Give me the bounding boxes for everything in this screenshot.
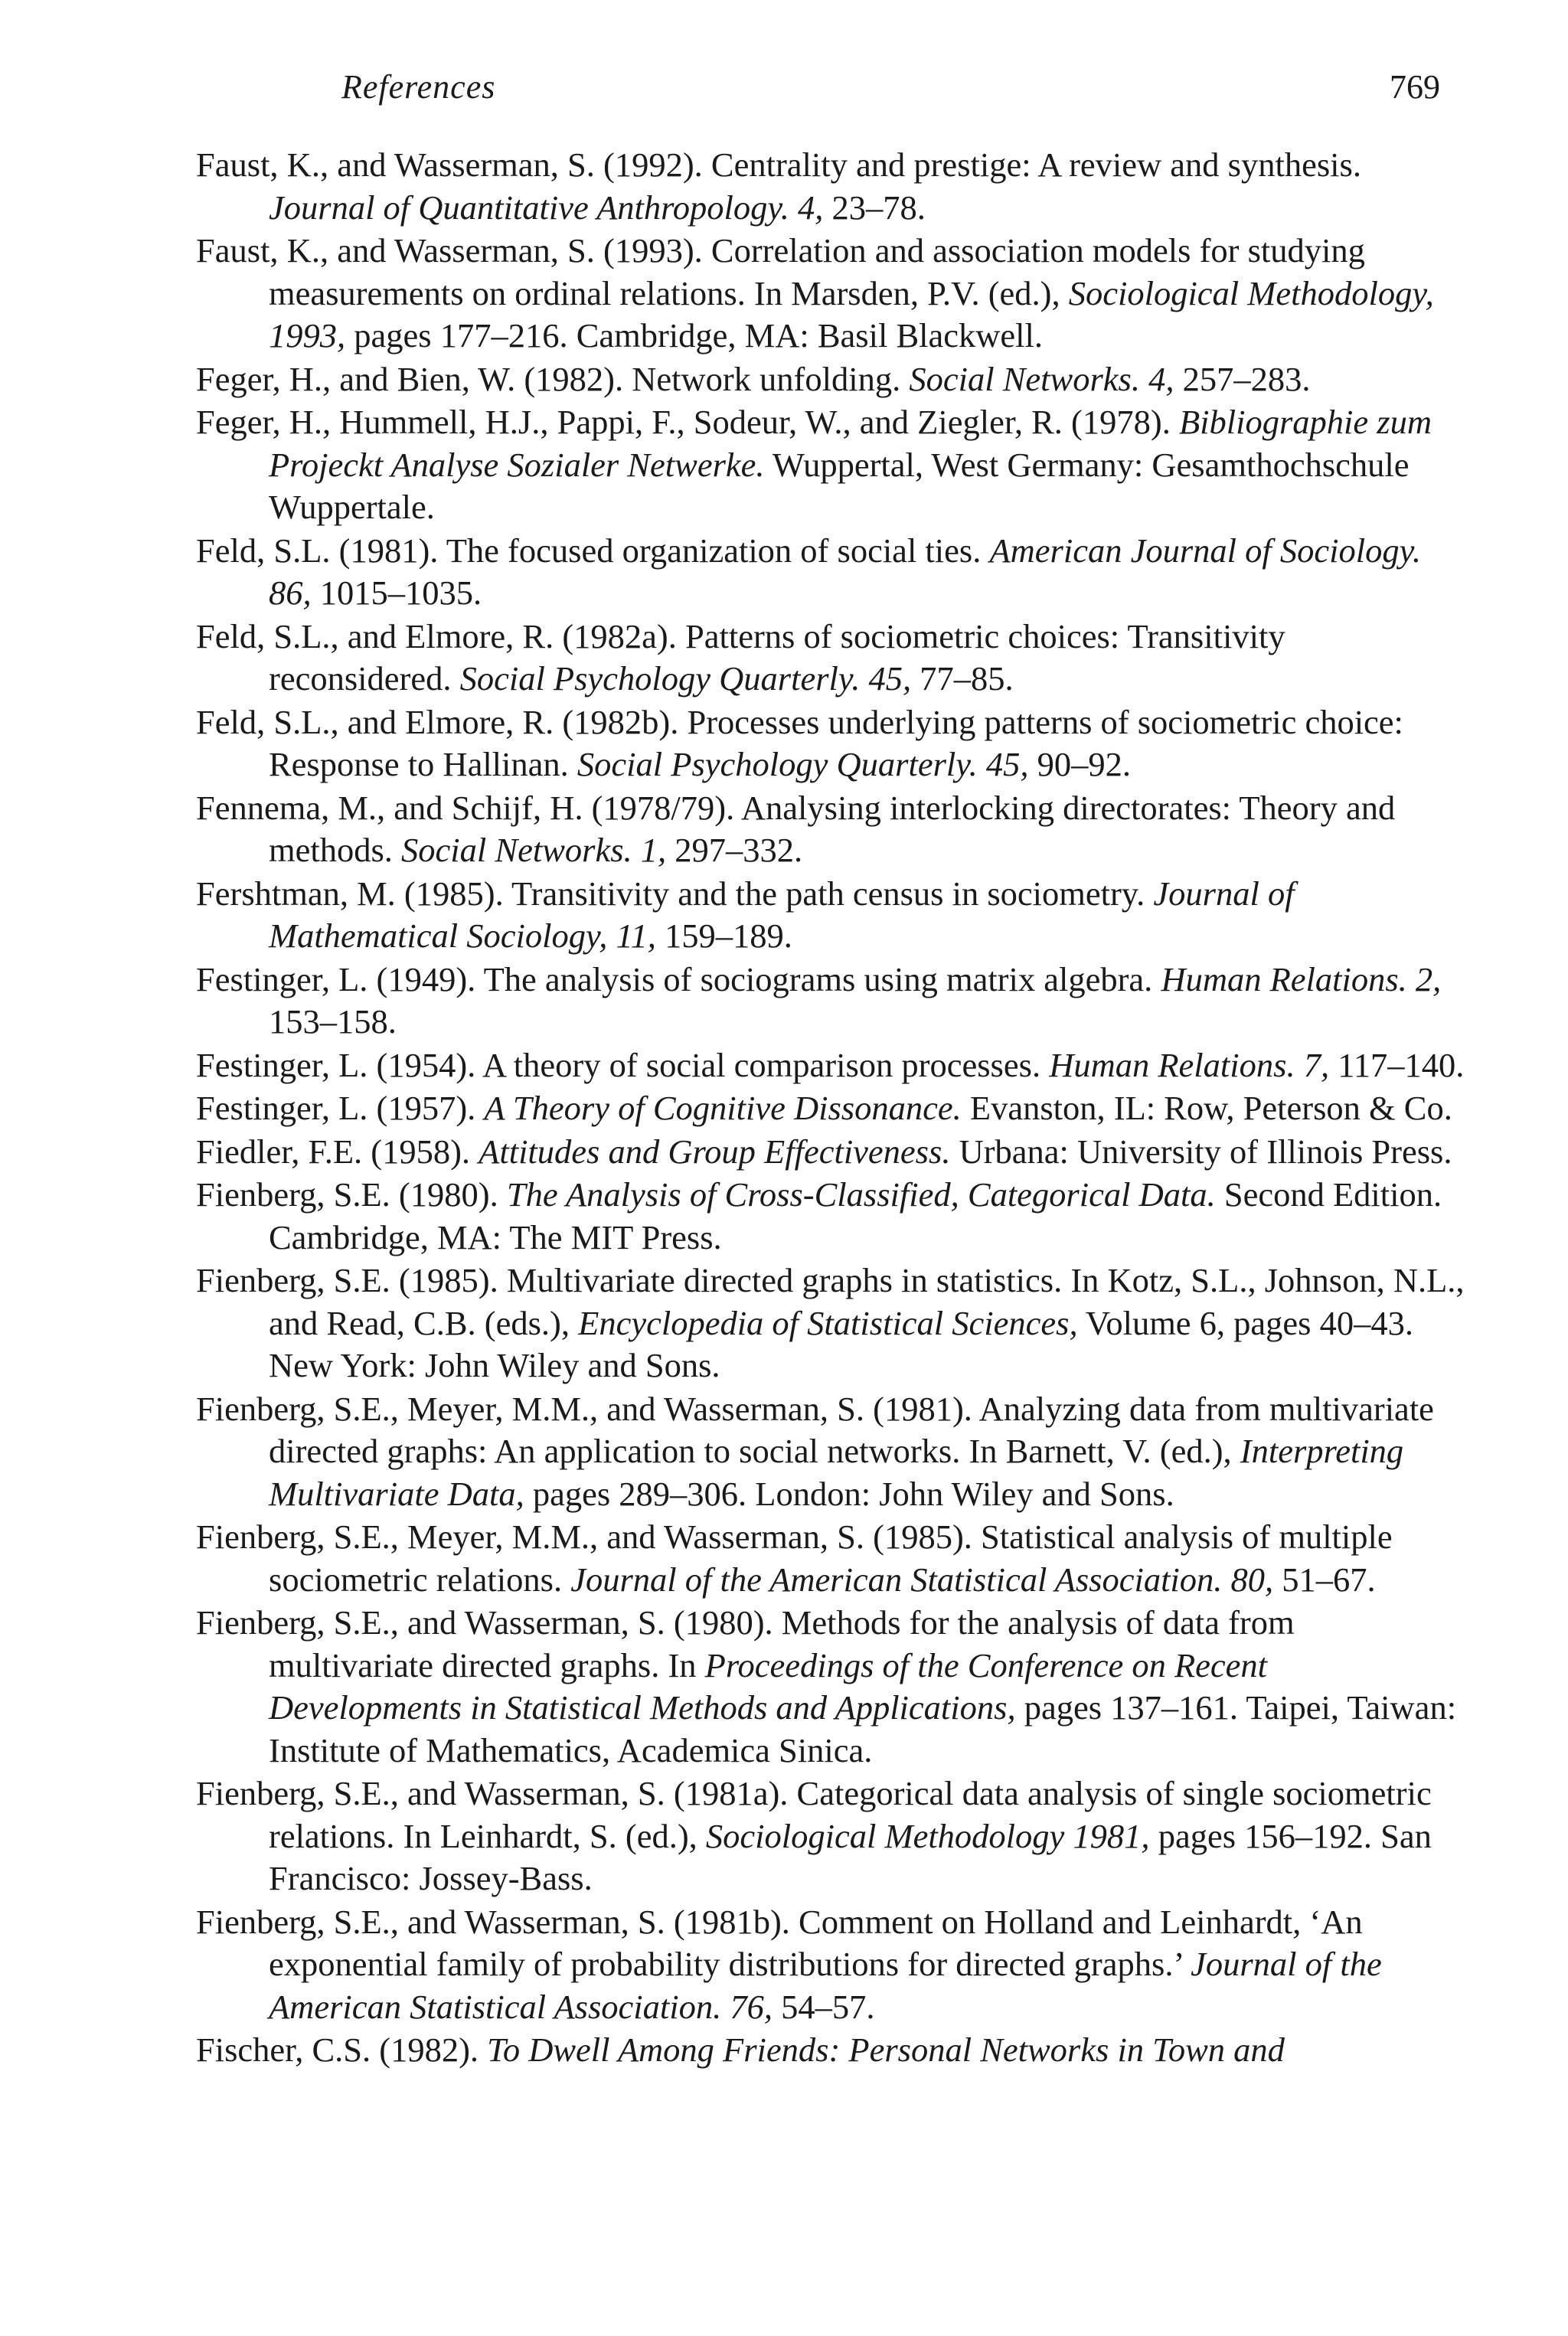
reference-italic-segment: Encyclopedia of Statistical Sciences, [578, 1303, 1078, 1342]
reference-entry [196, 1901, 1467, 2029]
reference-italic-segment: Social Psychology Quarterly. 45, [577, 745, 1029, 783]
reference-italic-segment: Proceedings of the Conference on Recent Developments in Statistical Methods and Applications, [269, 1645, 1268, 1727]
page-header [341, 67, 1440, 113]
reference-text-segment: Fienberg, S.E., and Wasserman, S. (1981b). Comment on Holland and Leinhardt, ‘An exponential family of probability distributions for directed graphs.’ [196, 1902, 1363, 1983]
reference-text-segment: Feld, S.L. (1981). The focused organization of social ties. [196, 531, 990, 570]
reference-entry [196, 1087, 1467, 1130]
reference-text-segment: 1015–1035. [311, 573, 482, 612]
reference-italic-segment: Social Networks. 1, [401, 831, 667, 869]
reference-text-segment: Fienberg, S.E., and Wasserman, S. (1981a). Categorical data analysis of single sociometric relations. In Leinhardt, S. (ed.), [196, 1774, 1432, 1855]
reference-text-segment: 54–57. [772, 1987, 875, 2026]
reference-entry [196, 401, 1467, 529]
reference-entry [196, 1772, 1467, 1900]
reference-text-segment: Festinger, L. (1957). [196, 1089, 485, 1127]
reference-text-segment: 77–85. [911, 659, 1014, 698]
running-title: References [341, 68, 496, 106]
reference-text-segment: pages 156–192. San Francisco: Jossey-Bass. [269, 1816, 1432, 1897]
reference-italic-segment: Journal of Mathematical Sociology, 11, [269, 874, 1295, 955]
reference-text-segment: 297–332. [666, 831, 803, 869]
reference-text-segment: Fennema, M., and Schijf, H. (1978/79). Analysing interlocking directorates: Theory and methods. [196, 788, 1396, 869]
reference-entry [196, 230, 1467, 358]
reference-text-segment: Fischer, C.S. (1982). [196, 2031, 488, 2069]
reference-italic-segment: Attitudes and Group Effectiveness. [479, 1132, 951, 1171]
reference-text-segment: Fienberg, S.E., and Wasserman, S. (1980). Methods for the analysis of data from multivariate directed graphs. In [196, 1603, 1295, 1684]
reference-entry [196, 959, 1467, 1044]
reference-text-segment: pages 289–306. London: John Wiley and Sons. [524, 1474, 1174, 1513]
page-number: 769 [1390, 68, 1440, 106]
reference-text-segment: Festinger, L. (1954). A theory of social comparison processes. [196, 1045, 1050, 1084]
reference-entry [196, 616, 1467, 701]
reference-text-segment: Fienberg, S.E., Meyer, M.M., and Wasserman, S. (1985). Statistical analysis of multiple sociometric relations. [196, 1518, 1393, 1599]
reference-entry [196, 701, 1467, 786]
reference-italic-segment: Journal of the American Statistical Association. 80, [570, 1560, 1274, 1599]
reference-entry [196, 1602, 1467, 1772]
reference-entry [196, 144, 1467, 229]
reference-entry [196, 1174, 1467, 1259]
reference-italic-segment: Human Relations. 2, [1161, 959, 1442, 998]
reference-text-segment: 257–283. [1174, 359, 1311, 398]
reference-text-segment: Fiedler, F.E. (1958). [196, 1132, 479, 1171]
reference-italic-segment: Sociological Methodology, 1993, [269, 273, 1434, 354]
reference-text-segment: pages 137–161. Taipei, Taiwan: Institute of Mathematics, Academica Sinica. [269, 1688, 1457, 1769]
reference-list [196, 144, 1467, 2072]
reference-text-segment: Festinger, L. (1949). The analysis of sociograms using matrix algebra. [196, 959, 1161, 998]
reference-entry [196, 2029, 1467, 2072]
reference-entry [196, 1516, 1467, 1601]
reference-text-segment: 90–92. [1028, 745, 1131, 783]
reference-text-segment: Fienberg, S.E. (1980). [196, 1175, 507, 1214]
reference-italic-segment: Journal of the American Statistical Association. 76, [269, 1945, 1382, 2026]
reference-italic-segment: A Theory of Cognitive Dissonance. [484, 1089, 962, 1127]
reference-italic-segment: The Analysis of Cross-Classified, Categorical Data. [506, 1175, 1216, 1214]
reference-text-segment: Second Edition. Cambridge, MA: The MIT Press. [269, 1175, 1442, 1256]
reference-text-segment: Wuppertal, West Germany: Gesamthochschule Wuppertale. [269, 445, 1410, 526]
reference-text-segment: 117–140. [1329, 1045, 1465, 1084]
reference-entry [196, 1044, 1467, 1087]
reference-text-segment: Faust, K., and Wasserman, S. (1992). Centrality and prestige: A review and synthesis. [196, 145, 1361, 184]
reference-entry [196, 530, 1467, 615]
reference-italic-segment: Social Networks. 4, [909, 359, 1174, 398]
reference-text-segment: Urbana: University of Illinois Press. [950, 1132, 1452, 1171]
reference-text-segment: Faust, K., and Wasserman, S. (1993). Correlation and association models for studying measurements on ordinal relations. In Marsden, P.V. (ed.), [196, 231, 1365, 312]
reference-text-segment: Feld, S.L., and Elmore, R. (1982a). Patterns of sociometric choices: Transitivity reconsidered. [196, 616, 1285, 698]
reference-entry [196, 1259, 1467, 1387]
reference-text-segment: Feld, S.L., and Elmore, R. (1982b). Processes underlying patterns of sociometric choice: Response to Hallinan. [196, 702, 1403, 783]
reference-text-segment: Evanston, IL: Row, Peterson & Co. [961, 1089, 1452, 1127]
reference-italic-segment: Bibliographie zum Projeckt Analyse Sozialer Netwerke. [269, 403, 1432, 484]
reference-text-segment: pages 177–216. Cambridge, MA: Basil Blackwell. [345, 316, 1044, 354]
reference-text-segment: 23–78. [823, 188, 926, 227]
reference-text-segment: Volume 6, pages 40–43. New York: John Wiley and Sons. [269, 1303, 1414, 1384]
reference-text-segment: Fienberg, S.E. (1985). Multivariate directed graphs in statistics. In Kotz, S.L., Johnson, N.L., and Read, C.B. (eds.), [196, 1261, 1465, 1342]
reference-text-segment: Feger, H., and Bien, W. (1982). Network unfolding. [196, 359, 910, 398]
reference-entry [196, 358, 1467, 401]
reference-entry [196, 1388, 1467, 1516]
reference-text-segment: 153–158. [269, 1002, 397, 1041]
reference-italic-segment: American Journal of Sociology. 86, [269, 531, 1422, 612]
reference-italic-segment: Human Relations. 7, [1049, 1045, 1330, 1084]
reference-text-segment: Fienberg, S.E., Meyer, M.M., and Wasserman, S. (1981). Analyzing data from multivariate directed graphs: An application to social networks. In Barnett, V. (ed.), [196, 1389, 1434, 1470]
reference-italic-segment: To Dwell Among Friends: Personal Networks in Town and [487, 2031, 1285, 2069]
reference-entry [196, 787, 1467, 872]
reference-entry [196, 1131, 1467, 1174]
reference-italic-segment: Interpreting Multivariate Data, [269, 1432, 1404, 1513]
reference-text-segment: 159–189. [655, 916, 792, 955]
reference-italic-segment: Social Psychology Quarterly. 45, [459, 659, 912, 698]
reference-text-segment: 51–67. [1273, 1560, 1376, 1599]
reference-italic-segment: Sociological Methodology 1981, [705, 1816, 1150, 1855]
reference-entry [196, 873, 1467, 958]
reference-text-segment: Fershtman, M. (1985). Transitivity and the path census in sociometry. [196, 874, 1154, 913]
reference-text-segment: Feger, H., Hummell, H.J., Pappi, F., Sodeur, W., and Ziegler, R. (1978). [196, 403, 1179, 441]
reference-italic-segment: Journal of Quantitative Anthropology. 4, [269, 188, 824, 227]
